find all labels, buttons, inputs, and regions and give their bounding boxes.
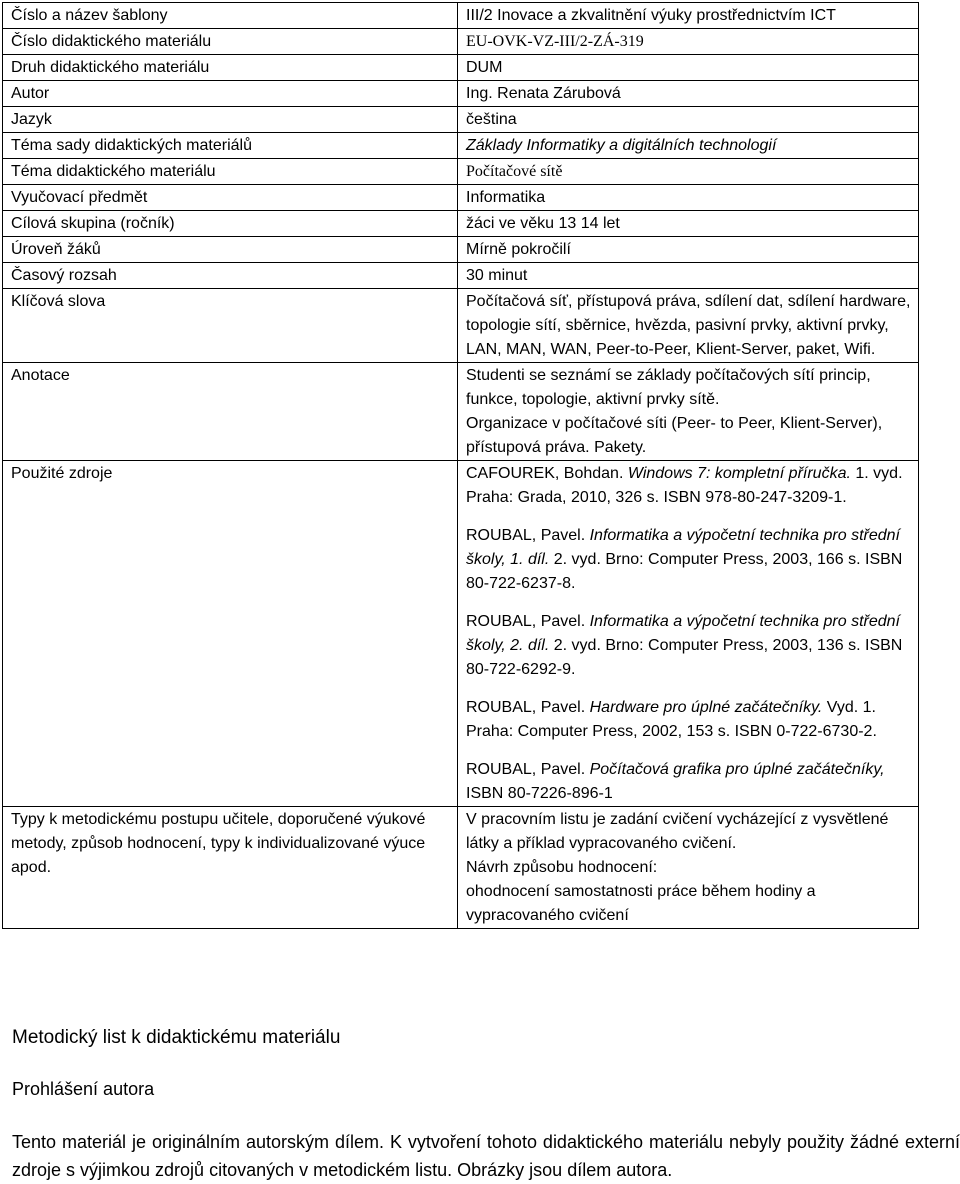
table-row [3,363,919,461]
table-row [3,81,919,107]
row-label: Anotace [3,363,458,461]
table-row [3,107,919,133]
author-declaration: Tento materiál je originálním autorským dílem. K vytvoření tohoto didaktického materiálu nebyly použity žádné externí zdroje s výjimkou zdrojů citovaných v metodickém listu. Obrázky jsou dílem autora. [12,1132,960,1180]
row-label: Autor [3,81,458,107]
source-details: 2. vyd. Brno: Computer Press, 2003, 136 s. ISBN 80-722-6292-9. [466,637,903,678]
sources-cell [458,461,919,807]
table-row [3,807,919,929]
source-author: ROUBAL, Pavel. [466,761,586,778]
source-title: Windows 7: kompletní příručka. [627,465,851,482]
methodology-text: V pracovním listu je zadání cvičení vycházející z vysvětlené látky a příklad vypracovaného cvičení. [466,811,889,852]
source-entry [466,696,914,744]
row-label: Typy k metodickému postupu učitele, doporučené výukové metody, způsob hodnocení, typy k individualizované výuce apod. [3,807,458,929]
section-heading: Prohlášení autora [12,1079,155,1099]
row-value: Mírně pokročilí [458,237,919,263]
row-value: žáci ve věku 13 14 let [458,211,919,237]
source-entry [466,524,914,596]
page-title: Metodický list k didaktickému materiálu [12,1027,341,1048]
row-value: Počítačové sítě [458,159,919,185]
source-author: ROUBAL, Pavel. [466,613,586,630]
table-row [3,29,919,55]
row-value: III/2 Inovace a zkvalitnění výuky prostřednictvím ICT [458,3,919,29]
row-value: Informatika [458,185,919,211]
row-label: Jazyk [3,107,458,133]
row-label: Klíčová slova [3,289,458,363]
source-title: Informatika a výpočetní technika pro střední školy, 2. díl. [466,613,900,654]
row-label: Téma sady didaktických materiálů [3,133,458,159]
annotation-cell [458,363,919,461]
methodology-text: ohodnocení samostatnosti práce během hodiny a vypracovaného cvičení [466,883,816,924]
table-row [3,263,919,289]
row-label: Číslo a název šablony [3,3,458,29]
table-row [3,289,919,363]
table-row [3,211,919,237]
annotation-text: Organizace v počítačové síti (Peer- to Peer, Klient-Server), přístupová práva. Pakety. [466,415,883,456]
source-details: Vyd. 1. Praha: Computer Press, 2002, 153 s. ISBN 0-722-6730-2. [466,699,877,740]
source-author: ROUBAL, Pavel. [466,699,586,716]
row-value: 30 minut [458,263,919,289]
row-value: čeština [458,107,919,133]
source-author: ROUBAL, Pavel. [466,527,586,544]
row-value: EU-OVK-VZ-III/2-ZÁ-319 [458,29,919,55]
source-title: Hardware pro úplné začátečníky. [589,699,823,716]
table-row [3,185,919,211]
annotation-text: Studenti se seznámí se základy počítačových sítí princip, funkce, topologie, aktivní prvky sítě. [466,367,871,408]
table-row [3,3,919,29]
source-entry [466,758,914,806]
source-entry [466,610,914,682]
row-label: Úroveň žáků [3,237,458,263]
source-author: CAFOUREK, Bohdan. [466,465,624,482]
table-row [3,55,919,81]
row-value: Základy Informatiky a digitálních technologií [458,133,919,159]
table-row [3,461,919,807]
source-title: Počítačová grafika pro úplné začátečníky, [589,761,885,778]
table-row [3,237,919,263]
metadata-table [2,2,919,929]
table-row [3,159,919,185]
table-row [3,133,919,159]
row-label: Cílová skupina (ročník) [3,211,458,237]
row-label: Číslo didaktického materiálu [3,29,458,55]
row-value: DUM [458,55,919,81]
row-value: Ing. Renata Zárubová [458,81,919,107]
row-label: Použité zdroje [3,461,458,807]
row-value: Počítačová síť, přístupová práva, sdílení dat, sdílení hardware, topologie sítí, sběrnice, hvězda, pasivní prvky, aktivní prvky, LAN, MAN, WAN, Peer-to-Peer, Klient-Server, paket, Wifi. [458,289,919,363]
row-label: Vyučovací předmět [3,185,458,211]
row-label: Časový rozsah [3,263,458,289]
source-details: 2. vyd. Brno: Computer Press, 2003, 166 s. ISBN 80-722-6237-8. [466,551,903,592]
row-label: Téma didaktického materiálu [3,159,458,185]
source-title: Informatika a výpočetní technika pro střední školy, 1. díl. [466,527,900,568]
methodology-cell [458,807,919,929]
methodology-text: Návrh způsobu hodnocení: [466,859,658,876]
source-details: 1. vyd. Praha: Grada, 2010, 326 s. ISBN 978-80-247-3209-1. [466,465,903,506]
source-details: ISBN 80-7226-896-1 [466,785,613,802]
row-label: Druh didaktického materiálu [3,55,458,81]
source-entry [466,462,914,510]
